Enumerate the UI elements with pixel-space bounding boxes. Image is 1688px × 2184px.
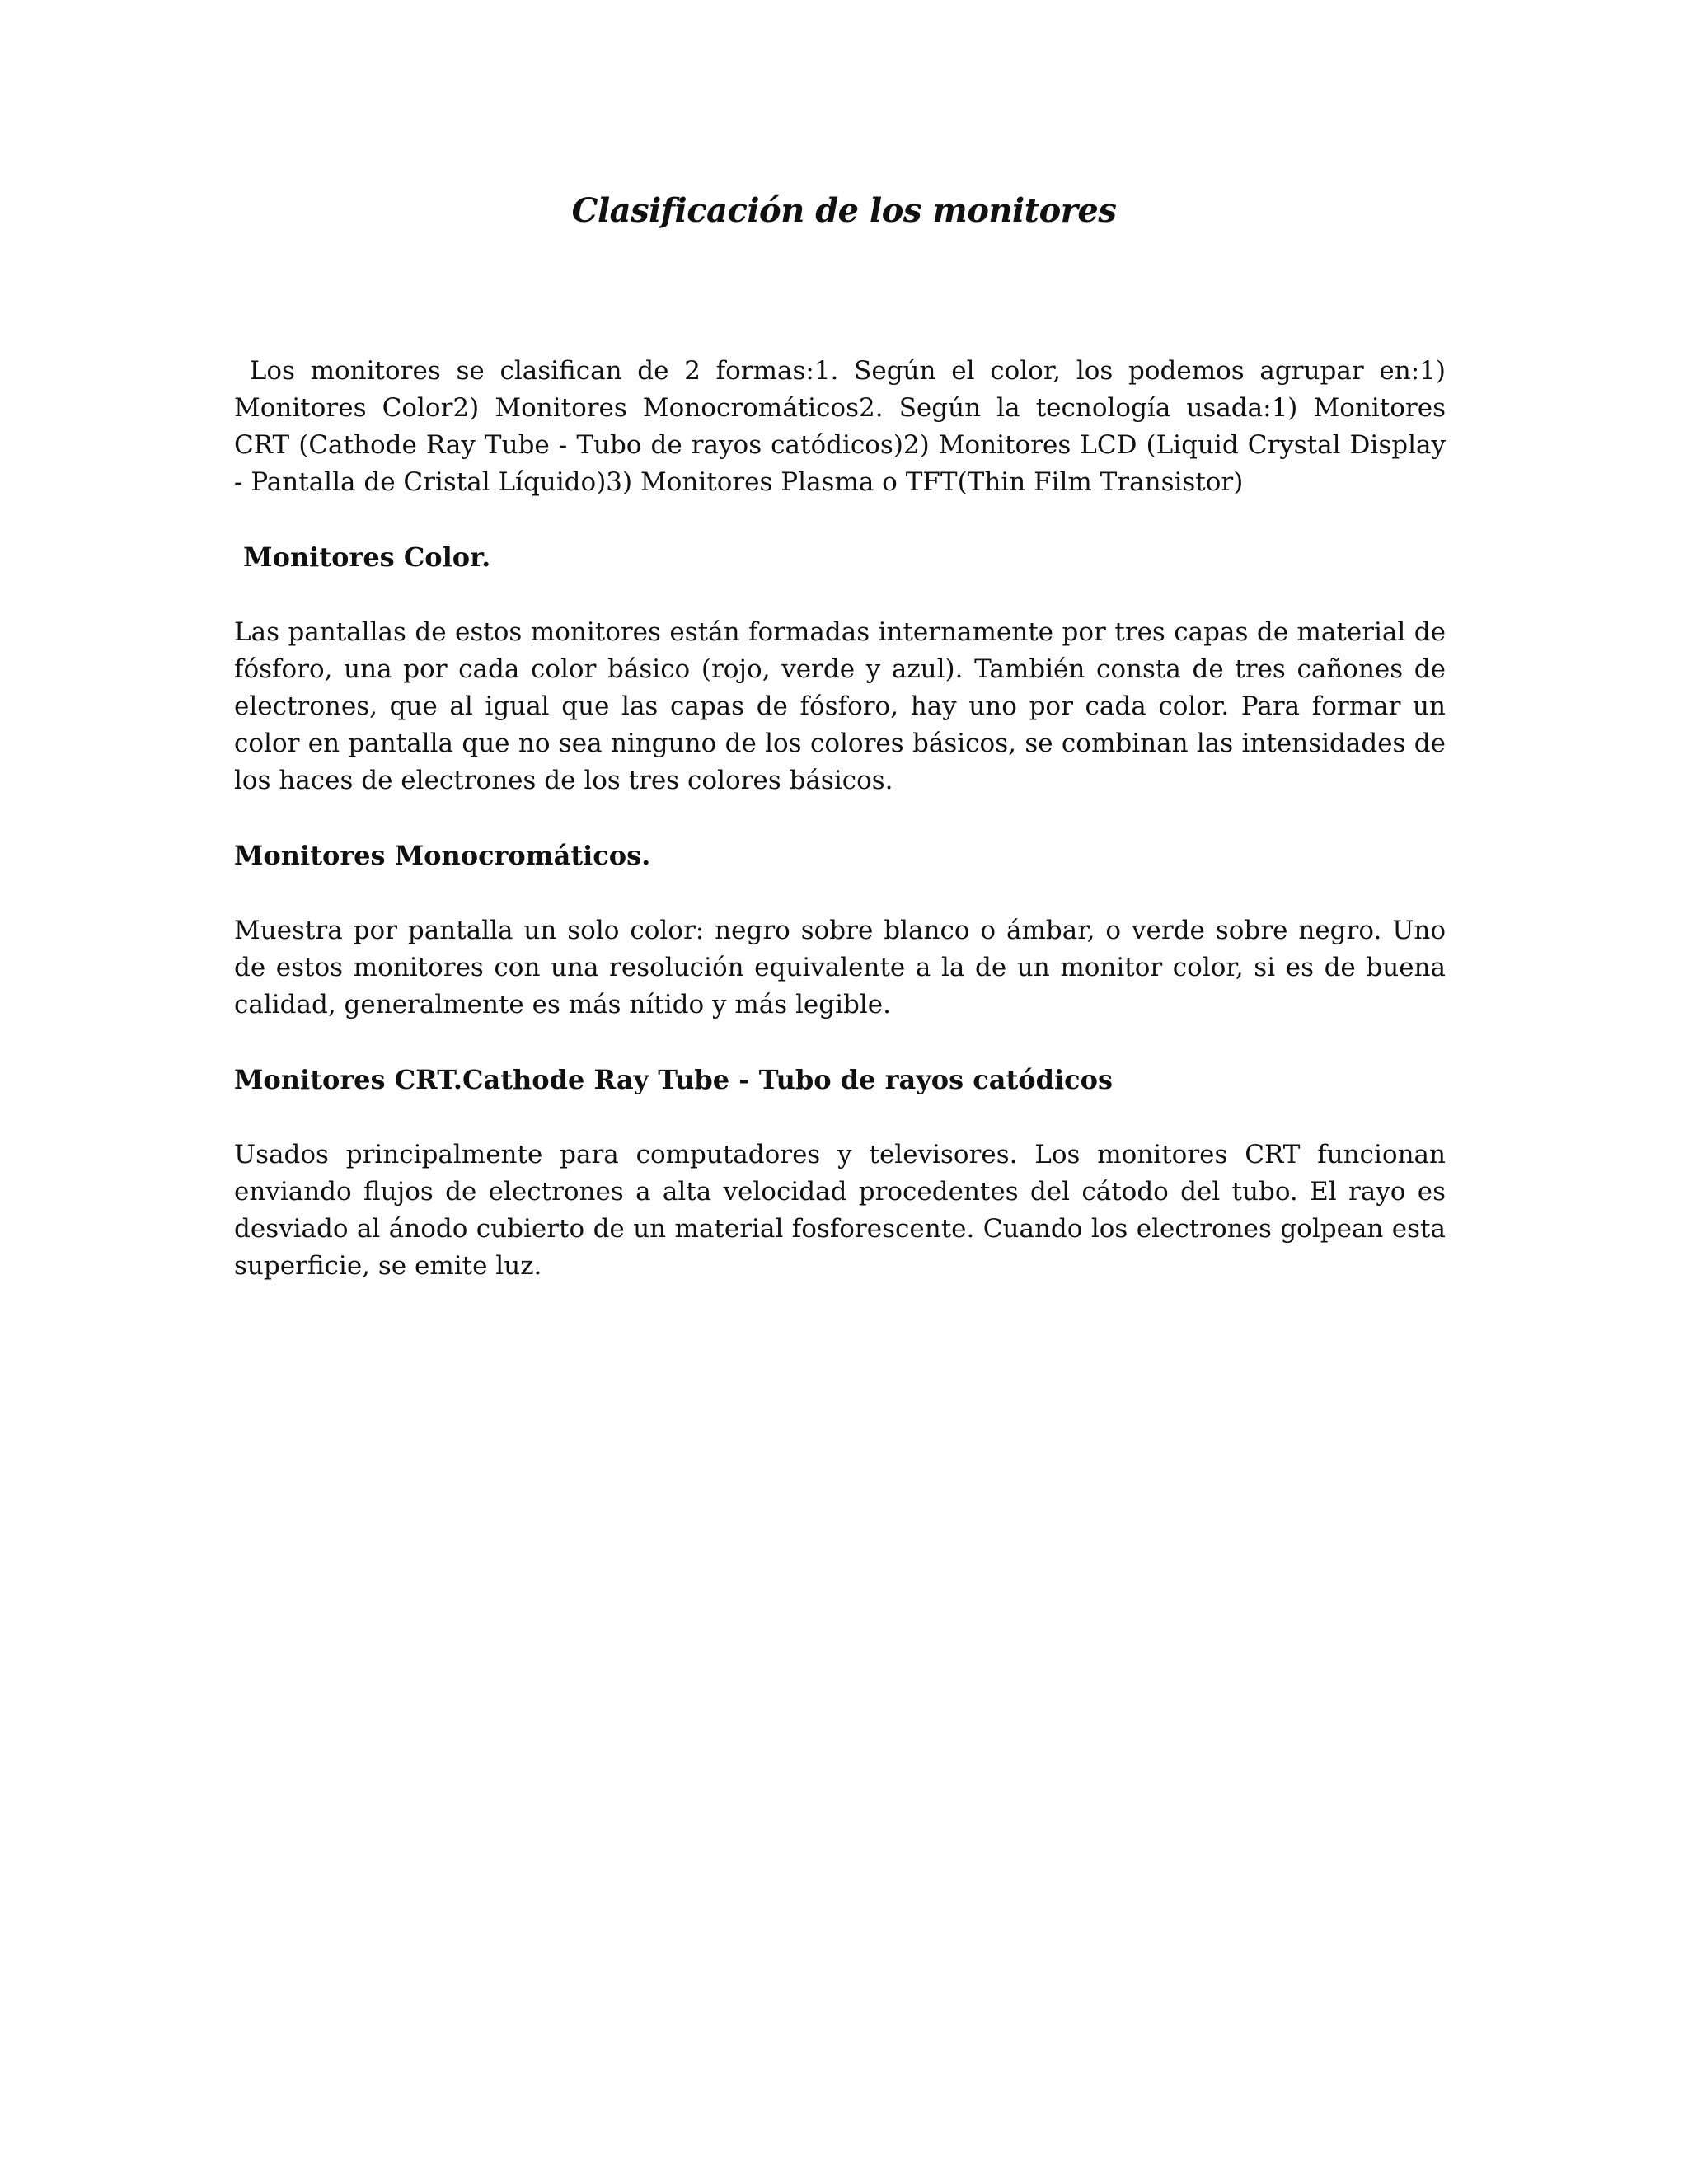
section-paragraph-monocromaticos: Muestra por pantalla un solo color: negro sobre blanco o ámbar, o verde sobre negro. Uno de estos monitores con una resolución equivalente a la de un monitor color, si es de buena calidad, generalmente es más nítido y más legible. <box>234 916 1446 1019</box>
document-body <box>234 353 1454 1285</box>
section-heading-monocromaticos: Monitores Monocromáticos. <box>234 840 651 871</box>
page-title: Clasificación de los monitores <box>571 191 1117 230</box>
section-heading-crt: Monitores CRT.Cathode Ray Tube - Tubo de rayos catódicos <box>234 1064 1113 1095</box>
section-heading-monitores-color: Monitores Color. <box>234 541 491 573</box>
section-paragraph-monitores-color: Las pantallas de estos monitores están formadas internamente por tres capas de material de fósforo, una por cada color básico (rojo, verde y azul). También consta de tres cañones de electrones, que al igual que las capas de fósforo, hay uno por cada color. Para formar un color en pantalla que no sea ninguno de los colores básicos, se combinan las intensidades de los haces de electrones de los tres colores básicos. <box>234 617 1446 795</box>
intro-paragraph: Los monitores se clasifican de 2 formas:1. Según el color, los podemos agrupar en:1) Monitores Color2) Monitores Monocromáticos2. Según la tecnología usada:1) Monitores CRT (Cathode Ray Tube - Tubo de rayos catódicos)2) Monitores LCD (Liquid Crystal Display - Pantalla de Cristal Líquido)3) Monitores Plasma o TFT(Thin Film Transistor) <box>234 356 1454 497</box>
section-paragraph-crt: Usados principalmente para computadores y televisores. Los monitores CRT funcionan enviando flujos de electrones a alta velocidad procedentes del cátodo del tubo. El rayo es desviado al ánodo cubierto de un material fosforescente. Cuando los electrones golpean esta superficie, se emite luz. <box>234 1140 1446 1281</box>
